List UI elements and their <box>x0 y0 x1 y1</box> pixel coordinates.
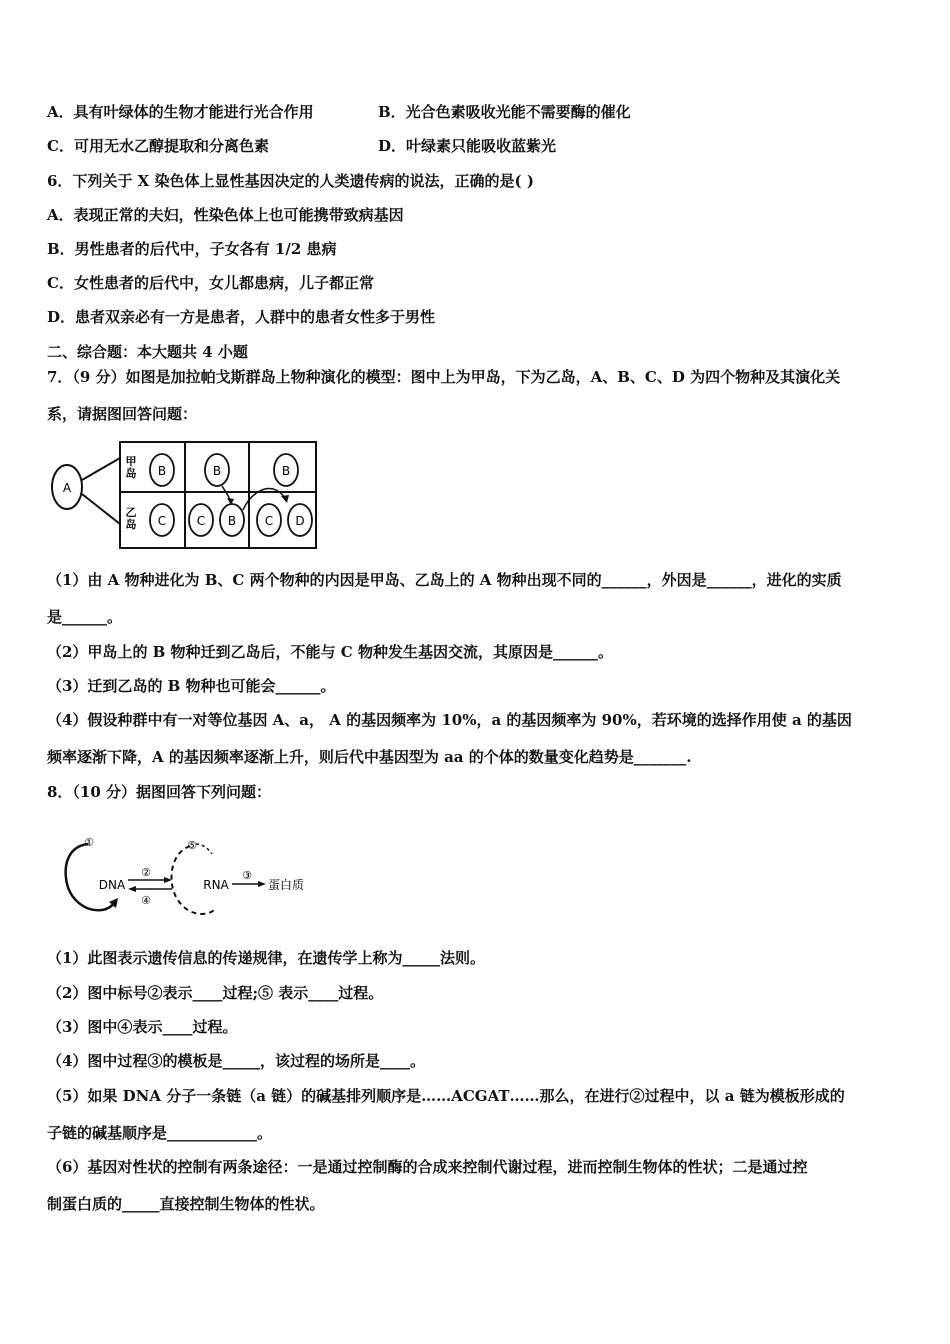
q5-option-row-ab <box>47 102 631 122</box>
label-2: ② <box>141 866 151 879</box>
dna-label: DNA <box>98 878 126 892</box>
q6-option-c: C．女性患者的后代中，女儿都患病，儿子都正常 <box>47 274 374 292</box>
q8-sub2: （2）图中标号②表示____过程;⑤ 表示____过程。 <box>47 984 384 1002</box>
q8-stem: 8．（10 分）据图回答下列问题： <box>47 783 272 801</box>
translation-arrowhead <box>258 881 266 887</box>
q5-option-c: C．可用无水乙醇提取和分离色素 <box>47 137 269 155</box>
q5-option-a: A．具有叶绿体的生物才能进行光合作用 <box>47 103 314 121</box>
bottom-species-3-label: B <box>227 514 237 528</box>
q7-sub1-line2: 是______。 <box>47 608 123 626</box>
top-species-2-label: B <box>212 464 222 478</box>
island-jia-label-2: 岛 <box>125 467 137 480</box>
q6-option-d: D．患者双亲必有一方是患者，人群中的患者女性多于男性 <box>47 308 436 326</box>
label-1: ① <box>84 836 94 849</box>
species-a-label: A <box>62 481 72 495</box>
label-3: ③ <box>242 869 252 882</box>
q7-sub2: （2）甲岛上的 B 物种迁到乙岛后，不能与 C 物种发生基因交流，其原因是______。 <box>47 643 613 661</box>
q6-option-a: A．表现正常的夫妇，性染色体上也可能携带致病基因 <box>47 206 404 224</box>
bottom-species-5-label: D <box>295 514 305 528</box>
q7-sub4-line1: （4）假设种群中有一对等位基因 A、a， A 的基因频率为 10%，a 的基因频率为 90%，若环境的选择作用使 a 的基因 <box>47 711 852 729</box>
q8-sub5-line2: 子链的碱基顺序是____________。 <box>47 1124 273 1142</box>
q8-central-dogma-figure <box>62 832 312 920</box>
q8-sub5-line1: （5）如果 DNA 分子一条链（a 链）的碱基排列顺序是……ACGAT……那么，在进行②过程中，以 a 链为模板形成的 <box>47 1087 845 1105</box>
reverse-transcription-arrowhead <box>128 886 136 892</box>
connector-a-top <box>82 458 120 480</box>
q8-sub1: （1）此图表示遗传信息的传递规律，在遗传学上称为_____法则。 <box>47 949 485 967</box>
bottom-species-1-label: C <box>157 514 167 528</box>
island-yi-label-1: 乙 <box>125 506 137 519</box>
q6-option-b: B．男性患者的后代中，子女各有 1/2 患病 <box>47 240 337 258</box>
bottom-species-2-label: C <box>196 514 206 528</box>
rna-label: RNA <box>203 878 229 892</box>
label-4: ④ <box>141 894 151 907</box>
q7-sub1-line1: （1）由 A 物种进化为 B、C 两个物种的内因是甲岛、乙岛上的 A 物种出现不同的______，外因是______，进化的实质 <box>47 571 842 589</box>
island-jia-label-1: 甲 <box>125 455 137 468</box>
top-species-3-label: B <box>281 464 291 478</box>
q7-stem-line2: 系，请据图回答问题： <box>47 405 198 423</box>
q7-species-evolution-figure <box>45 436 325 552</box>
q8-sub4: （4）图中过程③的模板是_____，该过程的场所是____。 <box>47 1052 425 1070</box>
q5-option-row-cd <box>47 136 557 156</box>
q8-sub6-line1: （6）基因对性状的控制有两条途径：一是通过控制酶的合成来控制代谢过程，进而控制生物体的性状；二是通过控 <box>47 1158 808 1176</box>
connector-a-bottom <box>82 494 120 524</box>
island-yi-label-2: 岛 <box>125 518 137 531</box>
q6-stem: 6．下列关于 X 染色体上显性基因决定的人类遗传病的说法，正确的是( ) <box>47 172 534 190</box>
q5-option-b: B．光合色素吸收光能不需要酶的催化 <box>378 103 631 121</box>
q8-sub6-line2: 制蛋白质的_____直接控制生物体的性状。 <box>47 1195 325 1213</box>
migration-arrowhead-2 <box>281 495 289 503</box>
section-heading: 二、综合题：本大题共 4 小题 <box>47 343 248 361</box>
rna-replication-arrow-tail <box>196 844 212 854</box>
bottom-species-4-label: C <box>264 514 274 528</box>
q7-stem-line1: 7．（9 分）如图是加拉帕戈斯群岛上物种演化的模型：图中上为甲岛，下为乙岛，A、B、C、D 为四个物种及其演化关 <box>47 368 841 386</box>
q5-option-d: D．叶绿素只能吸收蓝紫光 <box>378 137 557 155</box>
protein-label: 蛋白质 <box>268 878 305 892</box>
q8-sub3: （3）图中④表示____过程。 <box>47 1018 238 1036</box>
q7-sub4-line2: 频率逐渐下降，A 的基因频率逐渐上升，则后代中基因型为 aa 的个体的数量变化趋势是_______. <box>47 748 692 766</box>
q7-sub3: （3）迁到乙岛的 B 物种也可能会______。 <box>47 677 336 695</box>
island-grid <box>120 442 316 548</box>
label-5: ⑤ <box>187 839 197 852</box>
top-species-1-label: B <box>157 464 167 478</box>
